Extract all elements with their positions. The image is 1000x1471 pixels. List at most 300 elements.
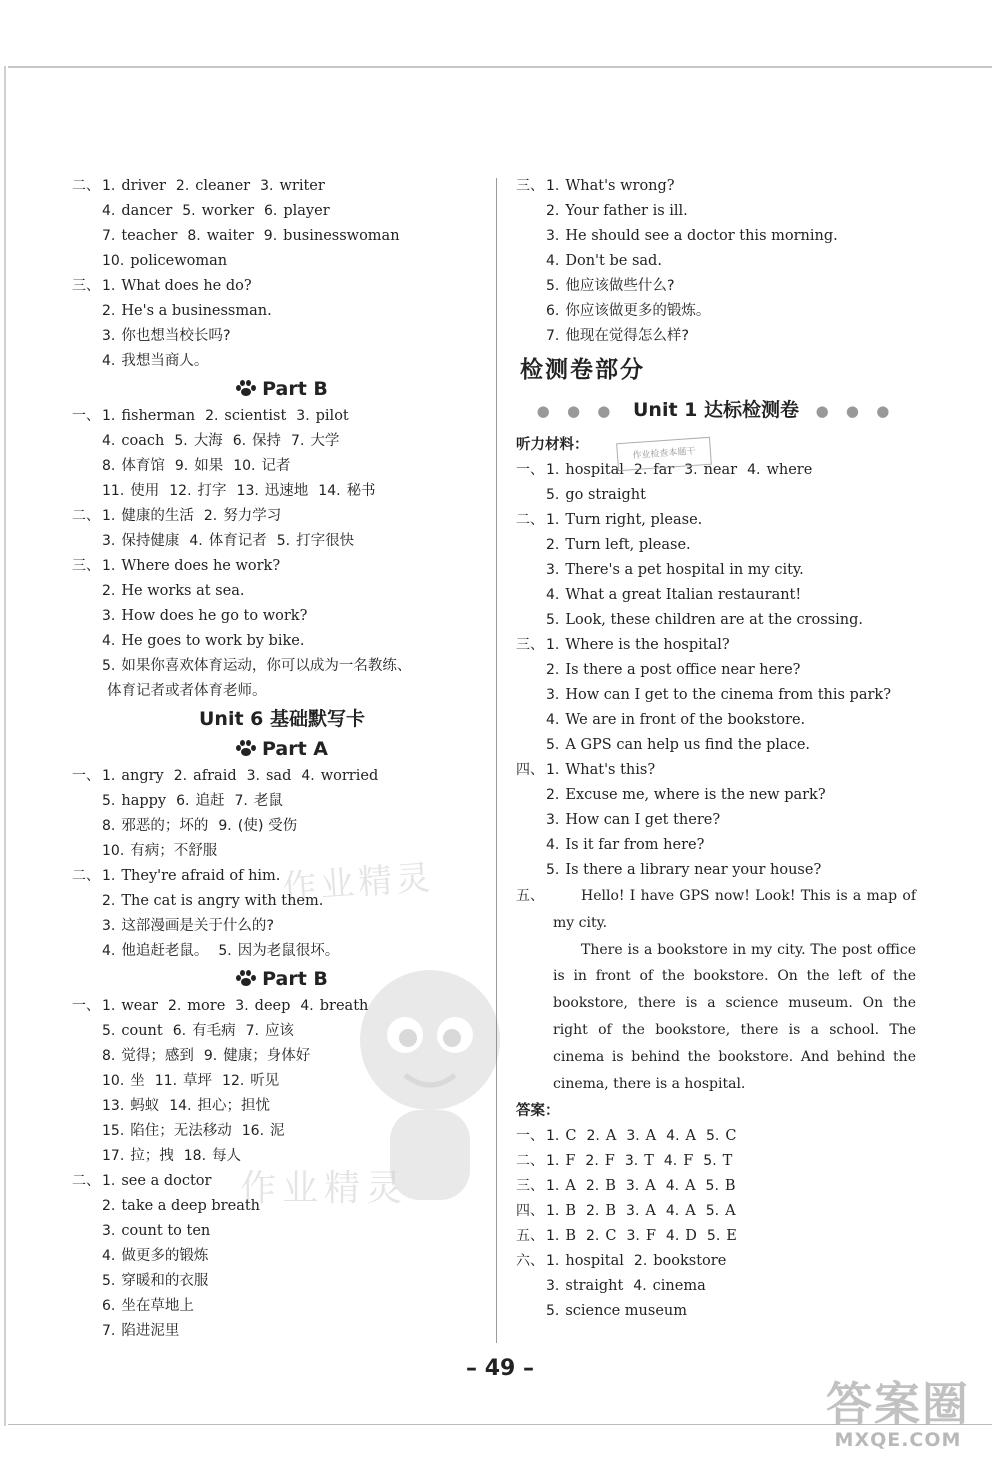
answer-item <box>102 479 159 504</box>
logo-url: MXQE.COM <box>834 1429 962 1451</box>
answer-line <box>72 789 492 814</box>
answer-item <box>102 504 194 529</box>
item-text: A <box>725 1203 736 1220</box>
item-number: 3. <box>102 1223 116 1239</box>
item-text: A <box>685 1203 696 1220</box>
item-text: 保持健康 <box>121 533 180 549</box>
answer-item <box>586 1224 616 1249</box>
answer-line <box>72 1019 492 1044</box>
item-number: 6. <box>546 303 560 319</box>
answer-line <box>72 299 492 324</box>
answer-item <box>626 1224 655 1249</box>
item-text: near <box>703 462 738 478</box>
item-text: A <box>685 1128 696 1145</box>
item-number: 10. <box>233 458 256 474</box>
answer-item <box>102 324 231 349</box>
item-text: Your father is ill. <box>565 203 688 219</box>
section-number: 三、 <box>516 178 544 194</box>
answer-line <box>516 683 916 708</box>
item-number: 3. <box>260 178 274 194</box>
item-number: 10. <box>102 253 125 269</box>
item-text: 蚂蚁 <box>130 1098 160 1114</box>
item-number: 6. <box>102 1298 116 1314</box>
item-text: 你也想当校长吗? <box>121 328 231 344</box>
answer-item <box>586 1124 616 1149</box>
item-number: 8. <box>187 228 201 244</box>
answer-line <box>516 558 916 583</box>
item-text: hospital <box>565 462 624 478</box>
answer-item <box>174 429 222 454</box>
item-number: 3. <box>546 1278 560 1295</box>
item-number: 4. <box>102 203 116 219</box>
answer-line <box>516 249 916 274</box>
item-text: 穿暖和的衣服 <box>121 1273 209 1289</box>
answer-line <box>516 1124 916 1149</box>
answer-item <box>234 789 282 814</box>
item-number: 3. <box>546 562 560 578</box>
paw-icon <box>236 740 256 756</box>
item-text: dancer <box>121 203 173 219</box>
item-number: 2. <box>546 537 560 553</box>
section-number: 二、 <box>72 1173 100 1189</box>
item-number: 5. <box>706 1128 720 1145</box>
item-number: 3. <box>546 228 560 244</box>
answer-line <box>72 324 492 349</box>
answer-line <box>516 508 916 533</box>
answer-line <box>516 174 916 199</box>
answer-item <box>546 1174 576 1199</box>
item-number: 4. <box>666 1128 680 1145</box>
answer-item <box>174 764 237 789</box>
item-text: Is it far from here? <box>565 837 705 853</box>
item-number: 1. <box>102 508 116 524</box>
item-text: Where does he work? <box>121 558 281 574</box>
item-number: 6. <box>172 1023 187 1039</box>
answer-item <box>546 274 675 299</box>
item-text: worried <box>320 768 379 784</box>
answer-item <box>102 889 323 914</box>
item-text: more <box>187 998 226 1014</box>
left-column <box>72 174 492 1344</box>
answer-item <box>546 249 662 274</box>
item-text: What a great Italian restaurant! <box>565 587 802 603</box>
answer-line <box>72 404 492 429</box>
item-text: 老鼠 <box>253 793 283 809</box>
item-number: 5. <box>705 1203 720 1220</box>
item-text: He goes to work by bike. <box>121 633 305 649</box>
item-number: 3. <box>235 998 249 1014</box>
item-number: 12. <box>222 1073 245 1089</box>
item-number: 11. <box>102 483 125 499</box>
decor-dots-right: ● ● ● <box>815 402 896 420</box>
answer-item <box>546 533 691 558</box>
answer-line <box>516 1274 916 1299</box>
answer-line <box>516 199 916 224</box>
item-text: wear <box>121 998 158 1014</box>
answer-item <box>218 814 297 839</box>
item-number: 3. <box>102 533 116 549</box>
item-number: 4. <box>546 587 560 603</box>
decor-dots-left: ● ● ● <box>536 402 617 420</box>
item-number: 4. <box>189 533 203 549</box>
answer-line <box>72 939 492 964</box>
item-text: He should see a doctor this morning. <box>565 228 838 244</box>
item-number: 1. <box>546 462 560 478</box>
answer-line <box>516 808 916 833</box>
item-number: 1. <box>546 637 560 653</box>
item-text: fisherman <box>121 408 196 424</box>
answer-item <box>102 299 272 324</box>
answer-line <box>516 483 916 508</box>
item-number: 3. <box>624 1153 639 1170</box>
item-number: 7. <box>245 1023 259 1039</box>
section-number: 四、 <box>516 1203 544 1220</box>
item-text: where <box>766 462 813 478</box>
answer-item <box>296 404 348 429</box>
item-number: 4. <box>546 712 560 728</box>
answer-line <box>72 994 492 1019</box>
answer-line <box>516 1249 916 1274</box>
section-number: 一、 <box>72 408 100 424</box>
answer-item <box>546 199 688 224</box>
item-number: 1. <box>102 998 116 1014</box>
answer-line <box>72 604 492 629</box>
item-text: science museum <box>565 1303 687 1320</box>
item-number: 2. <box>633 1253 648 1270</box>
item-text: 有病；不舒服 <box>130 843 218 859</box>
site-logo <box>826 1379 970 1451</box>
item-text: 我想当商人。 <box>121 353 209 369</box>
section-number: 三、 <box>516 637 544 653</box>
answer-line <box>72 654 492 679</box>
item-text: Don't be sad. <box>565 253 662 269</box>
item-number: 12. <box>169 483 192 499</box>
answer-item <box>205 404 286 429</box>
paw-icon <box>236 380 256 396</box>
item-number: 2. <box>102 1198 116 1214</box>
item-text: 打字 <box>197 483 227 499</box>
answer-item <box>546 1249 624 1274</box>
answer-item <box>585 1149 614 1174</box>
answer-item <box>204 1044 310 1069</box>
answer-item <box>586 1199 616 1224</box>
answer-item <box>546 1199 576 1224</box>
item-text: 因为老鼠很坏。 <box>237 943 340 959</box>
item-text: far <box>653 462 675 478</box>
answer-item <box>102 1144 174 1169</box>
item-number: 5. <box>546 862 560 878</box>
item-number: 4. <box>102 633 116 649</box>
item-number: 17. <box>102 1148 125 1164</box>
item-number: 4. <box>665 1178 680 1195</box>
item-text: T <box>722 1153 733 1170</box>
answer-item <box>264 199 330 224</box>
answer-item <box>102 1019 163 1044</box>
item-number: 3. <box>246 768 260 784</box>
answer-item <box>546 583 801 608</box>
item-number: 2. <box>173 768 188 784</box>
answer-item <box>102 1119 232 1144</box>
item-number: 2. <box>586 1128 600 1145</box>
item-text: 做更多的锻炼 <box>121 1248 209 1264</box>
item-text: driver <box>121 178 166 194</box>
unit-heading: Unit 6 基础默写卡 <box>199 708 365 730</box>
item-number: 1. <box>102 408 116 424</box>
answer-item <box>189 529 266 554</box>
answer-item <box>706 1124 736 1149</box>
answer-line <box>516 658 916 683</box>
answer-line <box>72 224 492 249</box>
answer-item <box>102 994 158 1019</box>
item-number: 3. <box>626 1203 640 1220</box>
answer-line <box>516 533 916 558</box>
answer-key <box>516 1124 916 1324</box>
answer-item <box>169 1094 270 1119</box>
item-text: A GPS can help us find the place. <box>565 737 811 753</box>
item-number: 3. <box>546 812 560 828</box>
item-text: 每人 <box>212 1148 242 1164</box>
item-number: 4. <box>663 1153 678 1170</box>
part-heading <box>72 374 492 404</box>
item-number: 14. <box>318 483 341 499</box>
item-number: 3. <box>626 1128 640 1145</box>
item-text: C <box>725 1128 737 1145</box>
answer-item <box>102 1319 179 1344</box>
item-text: scientist <box>224 408 287 424</box>
top-rule <box>8 66 992 68</box>
answer-line <box>516 583 916 608</box>
item-text: teacher <box>121 228 178 244</box>
item-text: cleaner <box>195 178 251 194</box>
answer-line <box>516 274 916 299</box>
item-text: happy <box>121 793 167 809</box>
item-text: bookstore <box>653 1253 727 1270</box>
answer-item <box>242 1119 285 1144</box>
item-text: 陷住；无法移动 <box>130 1123 232 1139</box>
item-number: 6. <box>232 433 247 449</box>
item-number: 3. <box>625 1178 640 1195</box>
answer-line <box>72 1319 492 1344</box>
answer-item <box>169 479 226 504</box>
item-number: 8. <box>102 458 116 474</box>
answer-item <box>102 224 177 249</box>
answer-line <box>72 199 492 224</box>
answer-item <box>546 483 646 508</box>
item-number: 5. <box>546 1303 560 1320</box>
item-text: pilot <box>315 408 349 424</box>
item-number: 4. <box>665 1228 680 1245</box>
item-number: 6. <box>264 203 278 219</box>
answer-line <box>72 814 492 839</box>
item-text: How does he go to work? <box>121 608 308 624</box>
answer-line <box>516 1199 916 1224</box>
answer-item <box>102 914 274 939</box>
item-number: 5. <box>706 1228 721 1245</box>
answer-item <box>546 1149 575 1174</box>
item-text: 邪恶的；坏的 <box>121 818 209 834</box>
item-text: Excuse me, where is the new park? <box>565 787 826 803</box>
answer-line <box>72 1269 492 1294</box>
item-number: 1. <box>102 278 116 294</box>
section-number: 二、 <box>72 508 100 524</box>
answer-item <box>707 1224 737 1249</box>
item-text: player <box>283 203 330 219</box>
answer-item <box>233 429 281 454</box>
item-text: A <box>645 1128 657 1145</box>
item-text: We are in front of the bookstore. <box>565 712 806 728</box>
item-text: take a deep breath <box>121 1198 261 1214</box>
item-number: 3. <box>626 1228 640 1245</box>
answer-item <box>102 554 280 579</box>
item-text: 这部漫画是关于什么的? <box>121 918 275 934</box>
answer-item <box>102 1194 260 1219</box>
answer-line <box>72 1044 492 1069</box>
item-text: E <box>726 1228 737 1245</box>
answer-item <box>546 1299 687 1324</box>
item-number: 2. <box>586 1228 600 1245</box>
answer-line <box>72 864 492 889</box>
answer-item <box>666 1174 696 1199</box>
item-text: 大海 <box>193 433 223 449</box>
item-number: 13. <box>236 483 259 499</box>
item-number: 4. <box>102 433 116 449</box>
answer-item <box>102 1269 208 1294</box>
item-number: 4. <box>665 1203 680 1220</box>
item-number: 2. <box>175 178 190 194</box>
item-text: sad <box>265 768 292 784</box>
part-heading-text: Part B <box>262 378 328 400</box>
item-number: 2. <box>546 662 560 678</box>
answer-line <box>516 608 916 633</box>
item-text: B <box>724 1178 736 1195</box>
section-number: 二、 <box>72 868 100 884</box>
item-text: 迅速地 <box>264 483 309 499</box>
item-text: 如果 <box>194 458 224 474</box>
item-text: 保持 <box>252 433 282 449</box>
section-number: 一、 <box>72 998 100 1014</box>
item-number: 1. <box>546 762 560 778</box>
answer-item <box>666 1124 696 1149</box>
listening-material <box>516 458 916 883</box>
answer-line <box>516 299 916 324</box>
item-number: 2. <box>203 508 218 524</box>
answer-item <box>666 1199 696 1224</box>
answer-item <box>546 733 810 758</box>
listening-label: 听力材料： <box>516 437 589 453</box>
item-text: How can I get there? <box>565 812 721 828</box>
answer-item <box>625 1149 654 1174</box>
item-text: 秘书 <box>346 483 376 499</box>
answer-line <box>72 1294 492 1319</box>
answer-line <box>516 1299 916 1324</box>
answer-item <box>102 1044 194 1069</box>
item-text: F <box>683 1153 694 1170</box>
item-text: He's a businessman. <box>121 303 272 319</box>
item-text: 应该 <box>264 1023 294 1039</box>
answer-item <box>626 1199 656 1224</box>
answer-item <box>176 174 250 199</box>
answer-item <box>102 454 165 479</box>
answer-line <box>72 839 492 864</box>
right-column <box>516 174 916 1324</box>
part-heading <box>72 964 492 994</box>
item-text: worker <box>201 203 254 219</box>
section-title: 检测卷部分 <box>520 357 645 383</box>
item-text: 觉得；感到 <box>121 1048 194 1064</box>
answer-line <box>72 429 492 454</box>
section-number: 三、 <box>72 278 100 294</box>
answer-item <box>173 1019 236 1044</box>
item-number: 2. <box>167 998 182 1014</box>
answer-item <box>301 764 378 789</box>
answer-item <box>703 1149 732 1174</box>
item-text: 拉；拽 <box>130 1148 174 1164</box>
item-text: hospital <box>565 1253 624 1270</box>
answer-item <box>546 833 704 858</box>
answer-item <box>218 939 339 964</box>
item-text: F <box>604 1153 615 1170</box>
item-number: 15. <box>102 1123 125 1139</box>
answer-line <box>72 174 492 199</box>
item-number: 10. <box>102 1073 125 1089</box>
answer-item <box>546 1224 576 1249</box>
item-text: B <box>565 1203 577 1220</box>
answer-item <box>626 1174 656 1199</box>
item-text: 他追赶老鼠。 <box>121 943 209 959</box>
answer-item <box>633 1274 705 1299</box>
answer-line <box>72 249 492 274</box>
item-text: Is there a post office near here? <box>565 662 801 678</box>
item-text: go straight <box>565 487 646 503</box>
item-text: 泥 <box>270 1123 285 1139</box>
answer-item <box>260 174 325 199</box>
answer-line <box>516 458 916 483</box>
answer-item <box>233 454 290 479</box>
section-number: 二、 <box>516 1153 544 1170</box>
item-text: D <box>685 1228 697 1245</box>
item-text: see a doctor <box>121 1173 212 1189</box>
inline-stamp: 作业检查本题干 <box>616 437 712 471</box>
item-number: 3. <box>102 918 116 934</box>
item-number: 1. <box>102 768 116 784</box>
answer-item <box>102 429 164 454</box>
item-number: 4. <box>102 1248 116 1264</box>
item-number: 10. <box>102 843 125 859</box>
answer-line <box>72 504 492 529</box>
part-heading-text: Part B <box>262 968 328 990</box>
item-text: There's a pet hospital in my city. <box>565 562 804 578</box>
answer-item <box>277 529 354 554</box>
section-number: 二、 <box>72 178 100 194</box>
item-number: 5. <box>102 793 116 809</box>
answer-line <box>516 1149 916 1174</box>
item-text: count <box>121 1023 163 1039</box>
item-text: 体育馆 <box>121 458 165 474</box>
answer-item <box>586 1174 616 1199</box>
item-text: A <box>605 1128 617 1145</box>
item-text: Look, these children are at the crossing. <box>565 612 864 628</box>
item-number: 1. <box>546 1203 560 1220</box>
item-number: 3. <box>102 328 116 344</box>
item-text: 健康的生活 <box>121 508 194 524</box>
answer-item <box>102 864 280 889</box>
left-edge-shadow <box>4 66 6 1426</box>
answer-line <box>72 349 492 374</box>
answer-line <box>516 833 916 858</box>
answer-item <box>546 1124 576 1149</box>
answer-item <box>546 708 805 733</box>
answer-line <box>72 764 492 789</box>
